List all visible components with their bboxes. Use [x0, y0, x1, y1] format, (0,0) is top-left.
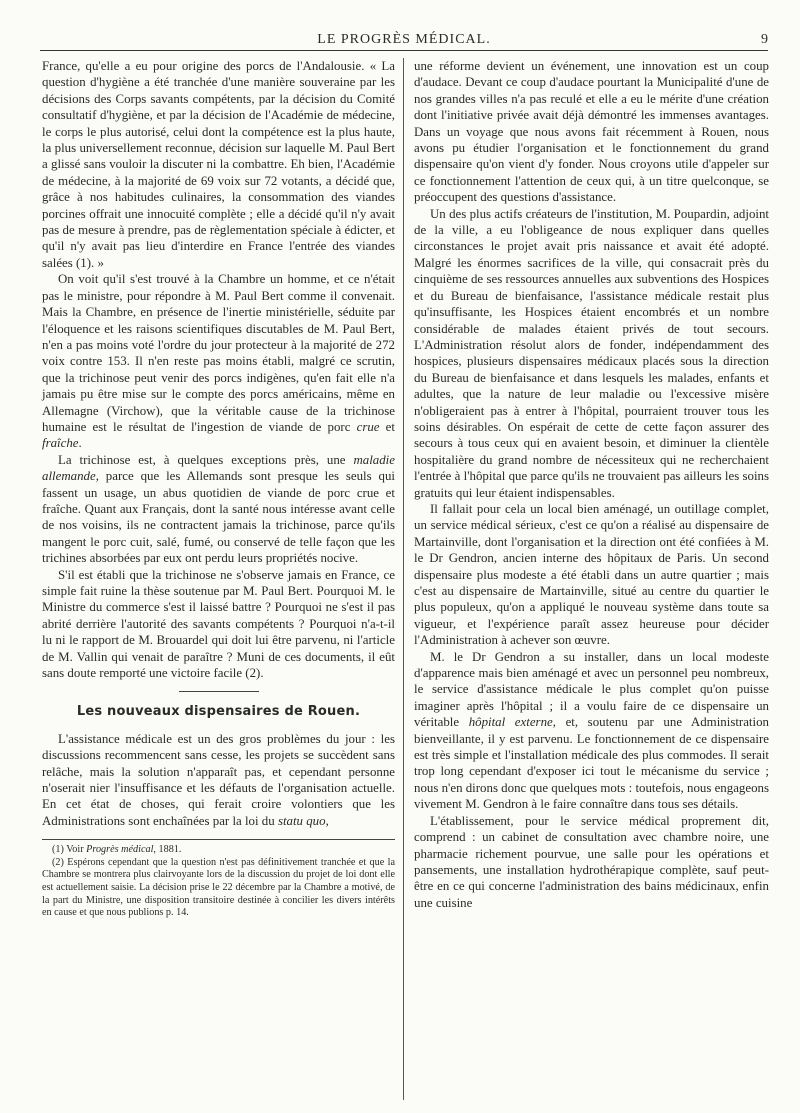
- paragraph: Il fallait pour cela un local bien aménagé, un outillage complet, un service médical sérieux, c'est ce qu'on a réalisé au dispensaire de Martainville, dont l'organisation et la direction ont été confiées à M. le Dr Gendron, ancien interne des hôpitaux de Paris. Un second dispensaire plus modeste a été établi dans un autre quartier ; mais c'est au dispensaire de Martainville, situé au centre du quartier le plus populeux, qu'on a appliqué le nouveau système dans toute sa vigueur, et l'expérience paraît assez heureuse pour décider l'Administration à achever son œuvre.: [414, 501, 769, 648]
- paragraph: M. le Dr Gendron a su installer, dans un local modeste d'apparence mais bien aménagé et avec un personnel peu nombreux, le service d'assistance médicale le plus complet qu'on puisse imaginer après l'hôpital ; il a voulu faire de ce dispensaire un véritable hôpital externe, et, soutenu par une Administration bienveillante, il y est parvenu. Le fonctionnement de ce dispensaire est très simple et l'installation médicale des plus commodes. Il serait trop long cependant d'exposer ici tout le mécanisme du service ; nous n'en dirons donc que quelques mots : toutefois, nous engageons vivement M. Gendron à le faire connaître dans tous ses détails.: [414, 649, 769, 812]
- column-divider: [403, 58, 404, 1100]
- footnote: (2) Espérons cependant que la question n'est pas définitivement tranchée et que la Chambre se montrera plus clairvoyante lors de la discussion du projet de loi dont elle est actuellement saisie. La décision prise le 22 décembre par la Chambre a motivé, de la part du Ministre, une disposition transitoire destinée à concilier les divers intérêts en cause et que nous publions p. 14.: [42, 856, 395, 919]
- paragraph: France, qu'elle a eu pour origine des porcs de l'Andalousie. « La question d'hygiène a été tranchée d'une manière souveraine par les décisions des Corps savants compétents, par la décision du Comité consultatif d'hygiène, et par la décision de l'Académie de médecine, le corps le plus autorisé, celui dont la compétence est la plus haute, la plus universellement reconnue, décision sur laquelle M. Paul Bert a glissé sans vouloir la discuter ni la combattre. Eh bien, l'Académie de médecine, à la majorité de 69 voix sur 72 votants, a décidé que, grâce à nos habitudes culinaires, la consommation des viandes porcines offrait une innocuité complète ; elle a décidé qu'il n'y avait pas de mesure à prendre, pas de règlementation spéciale à édicter, et qu'il n'y avait pas lieu d'interdire en France l'entrée des viandes salées (1). »: [42, 59, 395, 270]
- page-number: 9: [761, 32, 768, 47]
- left-column: [42, 58, 395, 920]
- footnote-rule: [42, 839, 395, 840]
- paragraph: L'assistance médicale est un des gros problèmes du jour : les discussions recommencent sans cesse, les projets se succèdent sans relâche, mais la solution n'apparaît pas, et cependant personne n'oserait nier l'insuffisance et les défauts de l'organisation actuelle. En cet état de choses, qui ferait croire volontiers que les Administrations sont enchaînées par la loi du statu quo,: [42, 731, 395, 828]
- footnotes: [42, 844, 395, 920]
- paragraph: La trichinose est, à quelques exceptions près, une maladie allemande, parce que les Allemands sont presque les seuls qui fassent un usage, un abus quotidien de viande de porc crue et fraîche. Quant aux Français, dont la santé nous intéresse avant celle de nos voisins, ils ne contractent jamais la trichinose, parce qu'ils mangent le porc cuit, salé, fumé, ou conservé de telle façon que les trichines absorbées par eux ont perdu leurs propriétés nocive.: [42, 452, 395, 566]
- right-column: [414, 58, 769, 911]
- paragraph: Un des plus actifs créateurs de l'institution, M. Poupardin, adjoint de la ville, a eu l'obligeance de nous expliquer dans quelles circonstances le projet avait pris naissance et avait été adopté. Malgré les énormes sacrifices de la ville, qui consacrait près du cinquième de ses ressources annuelles aux subventions des Hospices et du Bureau de bienfaisance, l'assistance médicale restait plus qu'insuffisante, les Hospices étaient encombrés et un nombre considérable de malades étaient privés de tout secours. L'Administration résolut alors de fonder, indépendamment des hospices, plusieurs dispensaires médicaux placés sous la direction du Bureau de bienfaisance et dans lesquels les malades, enfants et adultes, que la nature de leur maladie ou l'excessive misère n'obligeraient pas à entrer à l'hôpital, pourraient trouver tous les soins désirables. On espérait de cette de cette façon assurer des secours à tous ceux qui en avaient besoin, et diminuer la clientèle hospitalière du grand nombre de nécessiteux qui ne recherchaient l'entrée à l'hôpital que parce qu'ils ne trouvaient pas ailleurs les soins gratuits qui leur étaient indispensables.: [414, 206, 769, 500]
- header-rule: [40, 50, 768, 51]
- paragraph: On voit qu'il s'est trouvé à la Chambre un homme, et ce n'était pas le ministre, pour répondre à M. Paul Bert comme il convenait. Mais la Chambre, en présence de l'inertie ministérielle, séduite par l'éloquence et les raisons scientifiques discutables de M. Paul Bert, n'en a pas moins voté l'ordre du jour protecteur à la majorité de 272 voix contre 153. Il n'en reste pas moins établi, malgré ce scrutin, que la trichinose peut venir des porcs indigènes, qu'en fait elle n'a jamais pu être mise sur le compte des porcs américains, même en Allemagne (Virchow), que la véritable cause de la trichinose humaine est le résultat de l'ingestion de viande de porc crue et fraîche.: [42, 272, 395, 451]
- page-header: [40, 32, 768, 50]
- paragraph: L'établissement, pour le service médical proprement dit, comprend : un cabinet de consultation avec chambre noire, une pharmacie richement pourvue, une salle pour les opérations et pansements, une installation hydrothérapique complète, sauf peut-être en ce qui concerne l'administration des bains médicinaux, enfin une cuisine: [414, 813, 769, 910]
- section-separator: [179, 691, 259, 692]
- section-title: Les nouveaux dispensaires de Rouen.: [76, 704, 361, 720]
- paragraph: S'il est établi que la trichinose ne s'observe jamais en France, ce simple fait ruine la thèse soutenue par M. Paul Bert. Pourquoi M. le Ministre du commerce s'est il laissé battre ? Pourquoi ne s'est il pas abrité derrière l'autorité des savants compétents ? Pourquoi n'a-t-il lu ni le rapport de M. Brouardel qui doit lui être parvenu, ni l'article de M. Vallin qui venait de paraître ? Muni de ces documents, il eût sans doute remporté une victoire facile (2).: [42, 567, 395, 681]
- paragraph: une réforme devient un événement, une innovation est un coup d'audace. Devant ce coup d'audace pourtant la Municipalité d'une de nos grandes villes n'a pas reculé et elle a eu le mérite d'une création dont l'initiative privée avait déjà démontré les immenses avantages. Dans un voyage que nous avons fait récemment à Rouen, nous avons pu étudier l'organisation et le fonctionnement du grand dispensaire qu'on vient d'y fonder. Nous croyons utile d'appeler sur ce fonctionnement l'attention de ceux qui, à un titre quelconque, se préoccupent des questions d'assistance.: [414, 59, 769, 205]
- footnote: (1) Voir Progrès médical, 1881.: [52, 844, 182, 856]
- running-title: LE PROGRÈS MÉDICAL.: [317, 32, 491, 47]
